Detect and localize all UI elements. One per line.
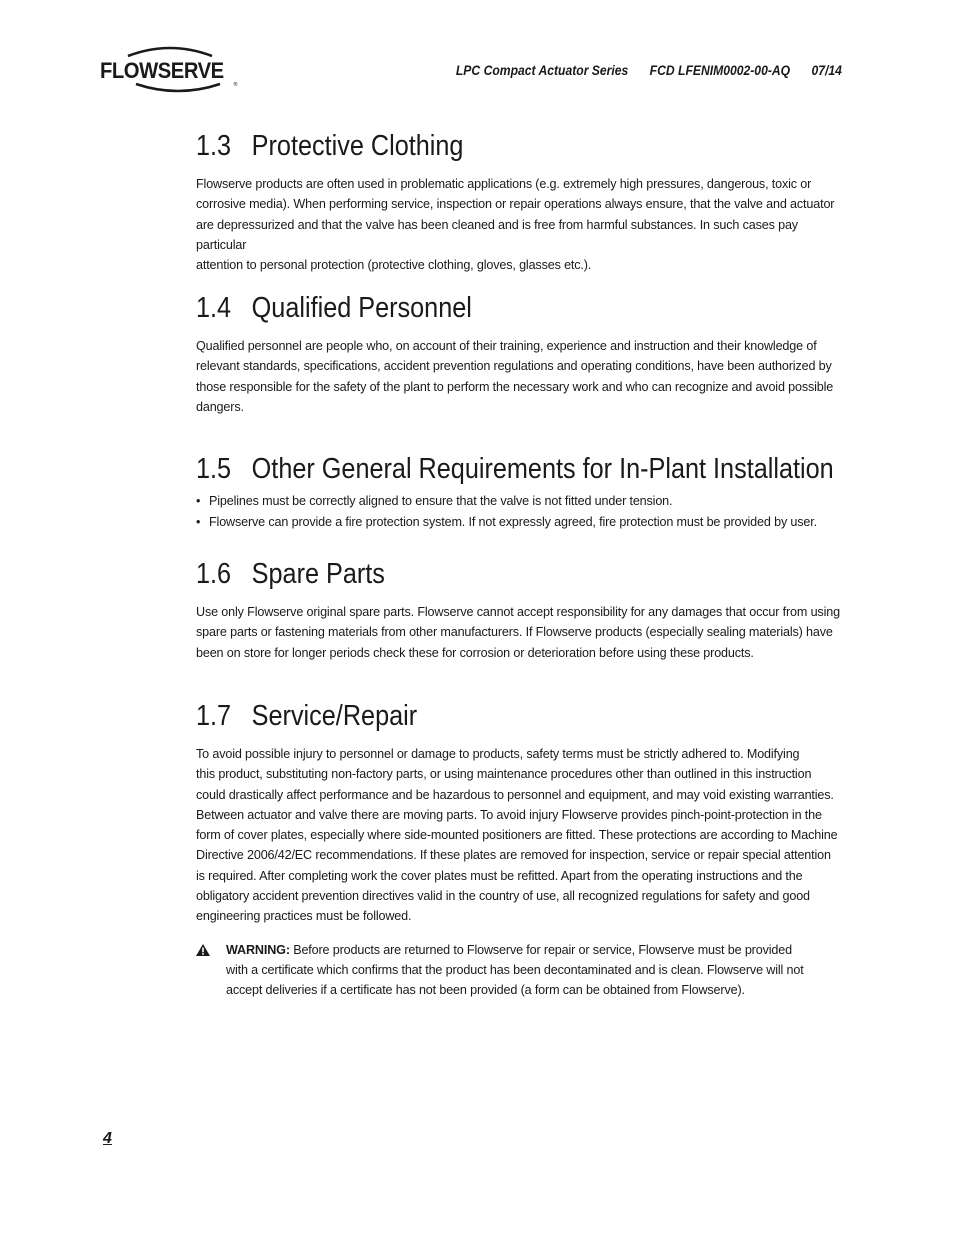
section-heading: 1.6 Spare Parts [196,558,385,590]
paragraph-line: those responsible for the safety of the plant to perform the necessary work and who can recognize and avoid possible [196,379,834,394]
paragraph-line: Between actuator and valve there are moving parts. To avoid injury Flowserve provides pinch-point-protection in the [196,807,822,822]
paragraph-line: Directive 2006/42/EC recommendations. If these plates are removed for inspection, service or repair special attention [196,848,831,863]
flowserve-logo [100,44,240,98]
brand-name: FLOWSERVE [100,58,224,83]
requirements-list [196,491,846,532]
section-heading: 1.3 Protective Clothing [196,130,464,162]
section-spare-parts [196,558,846,663]
paragraph-line: this product, substituting non-factory parts, or using maintenance procedures other than outlined in this instruction [196,767,812,782]
document-date: 07/14 [811,63,842,78]
warning-line: with a certificate which confirms that the product has been decontaminated and is clean. Flowserve will not [226,962,804,977]
section-general-requirements [196,453,846,532]
list-item: • Flowserve can provide a fire protection system. If not expressly agreed, fire protection must be provided by user. [196,512,846,533]
paragraph-line: dangers. [196,399,244,414]
paragraph-line: relevant standards, specifications, accident prevention regulations and operating conditions, have been authorized by [196,359,832,374]
warning-notice [196,940,846,1001]
paragraph-line: form of cover plates, especially where side-mounted positioners are fitted. These protections are according to Machine [196,828,838,843]
paragraph-line: corrosive media). When performing service, inspection or repair operations always ensure, that the valve and actuator [196,197,835,212]
warning-triangle-icon [196,944,210,956]
section-heading: 1.5 Other General Requirements for In-Plant Installation [196,453,834,485]
warning-line: WARNING: Before products are returned to Flowserve for repair or service, Flowserve must be provided [226,942,792,957]
series-title: LPC Compact Actuator Series [455,63,629,78]
section-heading: 1.7 Service/Repair [196,700,418,732]
paragraph-line: been on store for longer periods check these for corrosion or deterioration before using these products. [196,645,754,660]
document-id: FCD LFENIM0002-00-AQ [649,63,791,78]
paragraph-line: spare parts or fastening materials from other manufacturers. If Flowserve products (especially sealing materials) have [196,625,833,640]
paragraph-line: attention to personal protection (protective clothing, gloves, glasses etc.). [196,258,592,273]
paragraph-line: are depressurized and that the valve has been cleaned and is free from harmful substances. In such cases pay particular [196,217,798,252]
svg-text:®: ® [233,82,238,88]
paragraph-line: To avoid possible injury to personnel or damage to products, safety terms must be strictly adhered to. Modifying [196,747,800,761]
paragraph-line: Flowserve products are often used in problematic applications (e.g. extremely high pressures, dangerous, toxic or [196,177,812,191]
paragraph-line: obligatory accident prevention directives valid in the country of use, all recognized regulations for safety and good [196,889,810,904]
paragraph-line: Use only Flowserve original spare parts. Flowserve cannot accept responsibility for any damages that occur from using [196,605,840,619]
page-number: 4 [103,1130,112,1147]
warning-label: WARNING: [226,942,290,957]
section-heading: 1.4 Qualified Personnel [196,292,472,324]
section-qualified-personnel [196,292,846,417]
warning-line: accept deliveries if a certificate has not been provided (a form can be obtained from Flowserve). [226,983,745,998]
paragraph-line: could drastically affect performance and be hazardous to personnel and equipment, and may void existing warranties. [196,787,834,802]
document-header [456,63,842,78]
paragraph-line: is required. After completing work the cover plates must be refitted. Apart from the operating instructions and the [196,868,803,883]
section-protective-clothing [196,130,846,275]
paragraph-line: Qualified personnel are people who, on account of their training, experience and instruction and their knowledge of [196,339,817,353]
paragraph-line: engineering practices must be followed. [196,909,412,924]
list-item: • Pipelines must be correctly aligned to ensure that the valve is not fitted under tension. [196,491,846,512]
section-service-repair [196,700,846,1001]
